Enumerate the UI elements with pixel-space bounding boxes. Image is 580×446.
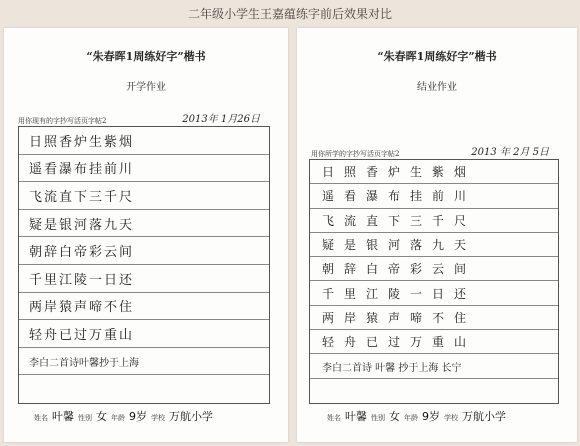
writing-row: 疑是银河落九天	[19, 210, 269, 238]
writing-row: 两岸猿声啼不住	[310, 306, 558, 330]
writing-row: 朝辞白帝彩云间	[310, 257, 558, 281]
student-age: 9岁	[422, 410, 440, 423]
writing-grid	[309, 159, 559, 404]
name-label: 姓名	[327, 414, 341, 422]
worksheet-date: 2013 年 2月 5日	[471, 147, 549, 158]
student-gender: 女	[96, 410, 107, 423]
after-worksheet	[297, 28, 577, 442]
worksheet-instruction: 用你现有的字抄写活页字帖2	[18, 117, 107, 125]
writing-row: 日照香炉生紫烟	[310, 160, 558, 184]
writing-grid	[18, 126, 270, 404]
writing-row: 遥看瀑布挂前川	[310, 184, 558, 208]
worksheet-date: 2013年 1月26日	[182, 114, 260, 125]
age-label: 年龄	[111, 414, 125, 422]
school-label: 学校	[444, 414, 458, 422]
before-worksheet	[4, 28, 288, 442]
name-label: 姓名	[34, 414, 48, 422]
student-school: 万航小学	[462, 410, 506, 423]
age-label: 年龄	[404, 414, 418, 422]
writing-row: 千里江陵一日还	[19, 265, 269, 293]
student-info	[34, 408, 274, 424]
student-name: 叶馨	[345, 410, 367, 423]
student-age: 9岁	[129, 410, 147, 423]
writing-row	[310, 379, 558, 403]
writing-row: 朝辞白帝彩云间	[19, 237, 269, 265]
writing-row: 李白二首诗 叶馨 抄于上海 长宁	[310, 354, 558, 378]
writing-row: 两岸猿声啼不住	[19, 293, 269, 321]
writing-row: 李白二首诗叶馨抄于上海	[19, 348, 269, 376]
writing-row: 轻舟已过万重山	[19, 320, 269, 348]
student-school: 万航小学	[169, 410, 213, 423]
worksheet-subtitle: 开学作业	[126, 82, 166, 93]
student-gender: 女	[389, 410, 400, 423]
page-title: 二年级小学生王嘉蕴练字前后效果对比	[187, 7, 392, 21]
writing-row	[19, 375, 269, 403]
gender-label: 性别	[371, 414, 385, 422]
worksheet-title: “朱春晖1周练好字”楷书	[86, 50, 206, 63]
student-info	[327, 408, 567, 424]
writing-row: 飞流直下三千尺	[19, 182, 269, 210]
writing-row: 千里江陵一日还	[310, 281, 558, 305]
writing-row: 飞流直下三千尺	[310, 209, 558, 233]
writing-row: 轻舟已过万重山	[310, 330, 558, 354]
gender-label: 性别	[78, 414, 92, 422]
worksheet-instruction: 用你所学的字抄写活页字帖2	[311, 150, 400, 158]
writing-row: 遥看瀑布挂前川	[19, 155, 269, 183]
worksheet-subtitle: 结业作业	[417, 82, 457, 93]
worksheet-title: “朱春晖1周练好字”楷书	[377, 50, 497, 63]
student-name: 叶馨	[52, 410, 74, 423]
writing-row: 疑是银河落九天	[310, 233, 558, 257]
writing-row: 日照香炉生紫烟	[19, 127, 269, 155]
school-label: 学校	[151, 414, 165, 422]
